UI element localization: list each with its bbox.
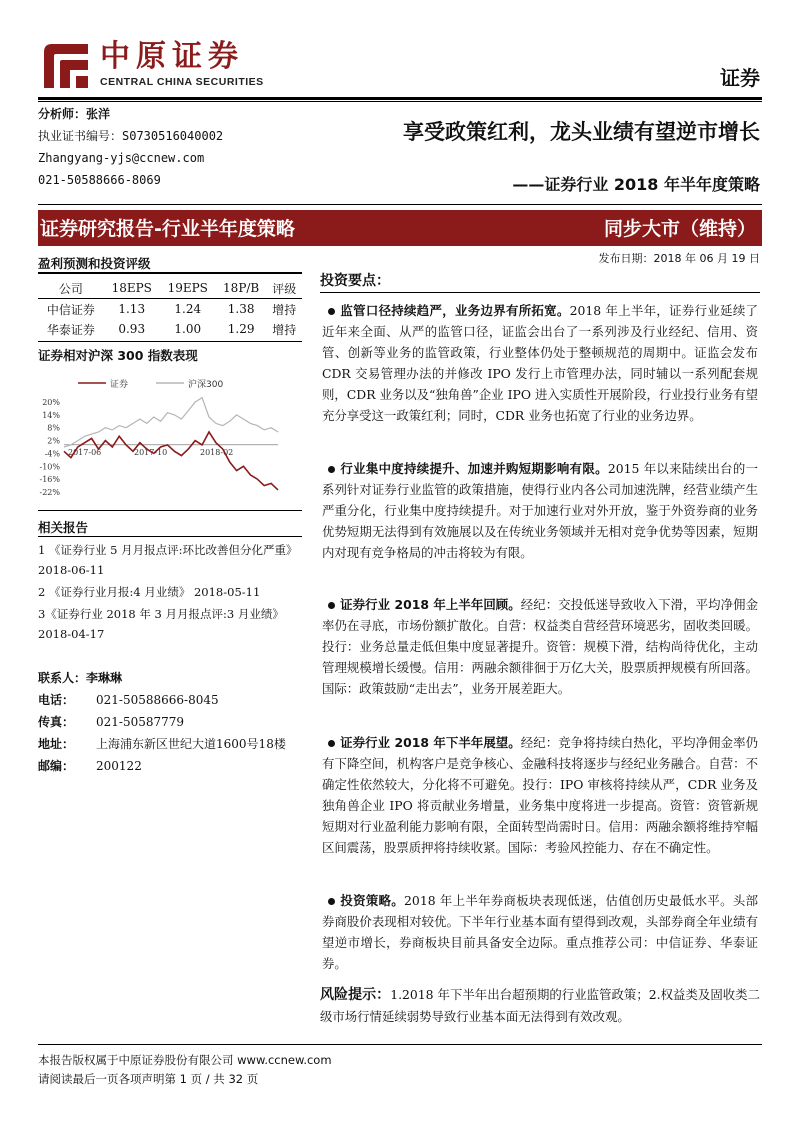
analyst-cert: 执业证书编号：S0730516040002 — [38, 129, 224, 143]
key-point-text: 2018 年上半年券商板块表现低迷，估值创历史最低水平。头部券商股价表现相对较优。下半年行业基本面有望得到改观，头部券商全年业绩有望逆市增长，券商板块目前具备安全边际。重点推荐公司：中信证券、华泰证券。 — [322, 893, 758, 971]
risk-label: 风险提示： — [320, 987, 391, 1003]
header-rule — [38, 97, 762, 100]
key-point-item — [322, 732, 758, 858]
table-row — [38, 299, 302, 320]
table-cell: 1.24 — [174, 302, 202, 316]
col-header: 18EPS — [111, 281, 152, 295]
col-header: 18P/B — [223, 281, 260, 295]
col-header: 公司 — [58, 281, 83, 296]
title-rule — [38, 204, 762, 205]
x-tick-label: 2018-02 — [200, 447, 234, 457]
tel-label: 电话： — [38, 693, 75, 707]
y-tick-label: -16% — [39, 475, 60, 485]
key-point-heading: 证券行业 2018 年上半年回顾。 — [340, 597, 521, 612]
report-subtitle: ——证券行业 2018 年半年度策略 — [512, 175, 760, 194]
key-point-heading: 投资策略。 — [340, 893, 405, 908]
chart-title: 证券相对沪深 300 指数表现 — [38, 348, 198, 363]
key-point-item — [322, 594, 758, 699]
contact-fax — [38, 712, 184, 732]
company-logo-icon — [40, 40, 92, 92]
y-tick-label: 2% — [47, 436, 60, 446]
table-cell: 1.38 — [227, 302, 255, 316]
addr-label: 地址： — [38, 737, 75, 751]
contact-tel — [38, 690, 219, 710]
footer-rule — [38, 1044, 762, 1045]
related-report-item[interactable]: 2 《证券行业月报:4 月业绩》 2018-05-11 — [38, 585, 261, 599]
banner-rating: 同步大市（维持） — [603, 218, 756, 240]
fax-value: 021-50587779 — [96, 715, 185, 729]
x-tick-label: 2017-10 — [134, 447, 168, 457]
analyst-phone: 021-50588666-8069 — [38, 173, 161, 187]
key-point-text: 经纪：交投低迷导致收入下滑，平均净佣金率仍在寻底，市场份额扩散化。自营：权益类自营经营环境恶劣，固收类回暖。投行：业务总量走低但集中度显著提升。资管：规模下滑，结构尚待优化，主动管理规模增长缓慢。信用：两融余额徘徊于万亿大关，股票质押规模有所回落。国际：政策鼓励“走出去”，业务开展差距大。 — [322, 597, 758, 696]
table-cell: 0.93 — [118, 322, 146, 336]
rating-table-header — [38, 278, 302, 299]
key-point-heading: 行业集中度持续提升、加速并购短期影响有限。 — [340, 461, 608, 476]
related-reports-title: 相关报告 — [38, 520, 89, 535]
tel-value: 021-50588666-8045 — [96, 693, 219, 707]
legend-label: 沪深300 — [188, 380, 224, 390]
legend-label: 证券 — [110, 380, 129, 390]
key-point-item — [322, 890, 758, 974]
table-cell: 1.29 — [227, 322, 255, 336]
table-cell: 1.00 — [174, 322, 202, 336]
key-point-text: 2018 年上半年，证券行业延续了近年来全面、从严的监管口径，证监会出台了一系列涉及行业经纪、信用、资管、创新等业务的监管政策，行业整体仍处于整顿规范的周期中。证监会发布 CDR 交易管理办法的并修改 IPO 发行上市管理办法，同时辅以一系列配套规则，CDR 业务以及“独角兽”企业 IPO 进入实质性开展阶段，行业投行业务有望充分享受这一政策红利；同时，CDR 业务也拓宽了行业的业务边界。 — [322, 303, 758, 423]
related-report-item[interactable]: 3《证券行业 2018 年 3 月月报点评:3 月业绩》 2018-04-17 — [38, 607, 284, 641]
table-cell: 华泰证券 — [46, 322, 95, 337]
series-line — [64, 432, 278, 490]
key-point-item — [322, 300, 758, 426]
y-tick-label: 14% — [42, 410, 60, 420]
key-point-heading: 证券行业 2018 年下半年展望。 — [340, 735, 521, 750]
addr-value: 上海浦东新区世纪大道1600号18楼 — [96, 737, 286, 751]
series-line — [64, 398, 278, 447]
rating-table-top-rule — [38, 272, 302, 274]
key-point-heading: 监管口径持续趋严，业务边界有所拓宽。 — [340, 303, 570, 318]
sector-label: 证券 — [720, 66, 760, 90]
related-reports-rule — [38, 536, 302, 537]
rating-table-bottom-rule — [38, 341, 302, 342]
logo-en-text: CENTRAL CHINA SECURITIES — [100, 76, 264, 88]
key-point-text: 2015 年以来陆续出台的一系列针对证券行业监管的政策措施，使得行业内各公司加速洗牌，经营业绩产生严重分化，行业集中度持续提升。对于加速行业对外开放，鉴于外资券商的业务优势短期无法得到有效施展以及在传统业务领域并无相对竞争优势等因素，短期内对现有竞争格局的冲击将较为有限。 — [322, 461, 758, 560]
contact-zip — [38, 756, 142, 776]
zip-label: 邮编： — [38, 759, 75, 773]
rating-table — [38, 278, 302, 339]
risk-text: 1.2018 年下半年出台超预期的行业监管政策；2.权益类及固收类二级市场行情延续弱势导致行业基本面无法得到有效改观。 — [320, 987, 760, 1024]
key-point-item — [322, 458, 758, 563]
table-cell: 中信证券 — [46, 302, 95, 317]
relative-performance-chart — [38, 370, 302, 500]
analyst-name: 分析师：张洋 — [38, 107, 111, 121]
key-point-text: 经纪：竞争将持续白热化，平均净佣金率仍有下降空间，机构客户是竞争核心、金融科技将逐步与经纪业务融合。自营：不确定性依然较大，分化将不可避免。投行：IPO 审核将持续从严，CDR 业务及独角兽企业 IPO 将贡献业务增量，业务集中度将进一步提高。资管：资管新规短期对行业盈利能力影响有限，全面转型尚需时日。信用：两融余额将维持窄幅区间震荡，股票质押将持续收紧。国际：考验风控能力、存在不确定性。 — [322, 735, 758, 855]
rating-table-title: 盈利预测和投资评级 — [38, 256, 151, 271]
key-points-title: 投资要点： — [320, 273, 390, 289]
risk-warning — [320, 984, 760, 1027]
key-points-rule — [320, 292, 760, 293]
table-row — [38, 319, 302, 339]
x-tick-label: 2017-06 — [68, 447, 102, 457]
logo-cn-text: 中原证券 — [100, 39, 244, 74]
related-report-item[interactable]: 1 《证券行业 5 月月报点评:环比改善但分化严重》 2018-06-11 — [38, 543, 298, 577]
y-tick-label: -22% — [39, 488, 60, 497]
report-title: 享受政策红利，龙头业绩有望逆市增长 — [403, 120, 760, 144]
banner-report-type: 证券研究报告-行业半年度策略 — [40, 218, 295, 240]
table-cell: 增持 — [272, 302, 297, 317]
zip-value: 200122 — [96, 759, 142, 773]
y-tick-label: -4% — [44, 449, 60, 459]
contact-person: 联系人：李琳琳 — [38, 671, 123, 685]
footer-copyright: 本报告版权属于中原证券股份有限公司 www.ccnew.com — [38, 1053, 332, 1067]
col-header: 19EPS — [167, 281, 208, 295]
contact-address — [38, 734, 286, 754]
y-tick-label: -10% — [39, 462, 60, 472]
table-cell: 增持 — [272, 322, 297, 337]
footer-page-info: 请阅读最后一页各项声明第 1 页 / 共 32 页 — [38, 1072, 259, 1086]
fax-label: 传真： — [38, 715, 75, 729]
publish-date: 发布日期：2018 年 06 月 19 日 — [598, 252, 760, 265]
table-cell: 1.13 — [118, 302, 146, 316]
header-rule-thin — [38, 101, 762, 102]
col-header: 评级 — [272, 281, 297, 296]
y-tick-label: 20% — [42, 398, 60, 407]
chart-bottom-rule — [38, 510, 302, 511]
analyst-email[interactable]: Zhangyang-yjs@ccnew.com — [38, 151, 205, 165]
y-tick-label: 8% — [47, 423, 60, 433]
